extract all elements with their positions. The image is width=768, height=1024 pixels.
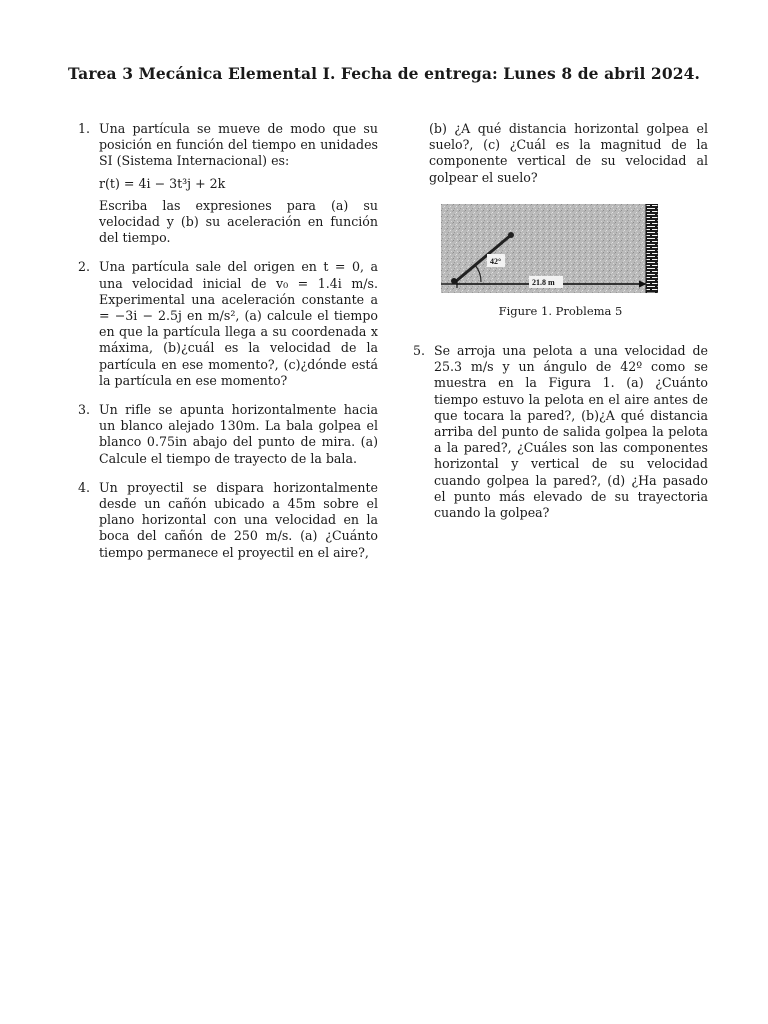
problem-4-text: Un proyectil se dispara horizontalmente desde un cañón ubicado a 45m sobre el plano horizontal con una velocidad en la boca del cañón de 250 m/s. (a) ¿Cuánto tiempo permanece el proyectil en el aire?, bbox=[99, 479, 378, 560]
page-title: Tarea 3 Mecánica Elemental I. Fecha de entrega: Lunes 8 de abril 2024. bbox=[68, 64, 700, 83]
problem-number: 3. bbox=[78, 402, 91, 418]
brick-wall bbox=[646, 204, 658, 293]
problem-number: 2. bbox=[78, 259, 91, 275]
problem-number: 5. bbox=[413, 343, 426, 359]
problem-2 bbox=[78, 259, 378, 389]
projectile-diagram bbox=[441, 204, 658, 293]
problem-4 bbox=[78, 480, 378, 561]
problem-number: 4. bbox=[78, 479, 91, 495]
launcher-icon bbox=[451, 278, 457, 284]
right-column bbox=[413, 121, 708, 534]
problem-4-continuation: (b) ¿A qué distancia horizontal golpea el suelo?, (c) ¿Cuál es la magnitud de la componente vertical de su velocidad al golpear el suelo? bbox=[429, 121, 708, 185]
problem-5 bbox=[413, 343, 708, 521]
problem-1 bbox=[78, 121, 378, 246]
angle-label: 42° bbox=[490, 256, 502, 266]
problem-3-text: Un rifle se apunta horizontalmente hacia un blanco alejado 130m. La bala golpea el blanco 0.75in abajo del punto de mira. (a) Calcule el tiempo de trayecto de la bala. bbox=[99, 402, 378, 466]
ball-icon bbox=[508, 232, 514, 238]
distance-label: 21.8 m bbox=[532, 277, 555, 287]
problem-5-text: Se arroja una pelota a una velocidad de 25.3 m/s y un ángulo de 42º como se muestra en la Figura 1. (a) ¿Cuánto tiempo estuvo la pelota en el aire antes de que tocara la pared?, (b)¿A qué distancia arriba del punto de salida golpea la pelota a la pared?, ¿Cuáles son las componentes horizontal y vertical de su velocidad cuando golpea la pared?, (d) ¿Ha pasado el punto más elevado de su trayectoria cuando la golpea? bbox=[434, 343, 708, 521]
left-column bbox=[78, 121, 378, 574]
problem-3 bbox=[78, 402, 378, 467]
problem-number: 1. bbox=[78, 121, 91, 136]
problem-2-text: Una partícula sale del origen en t = 0, a una velocidad inicial de v₀ = 1.4i m/s. Experimental una aceleración constante a = −3i − 2.5j en m/s², (a) calcule el tiempo en que la partícula llega a su coordenada x máxima, (b)¿cuál es la velocidad de la partícula en ese momento?, (c)¿dónde está la partícula en ese momento? bbox=[99, 259, 378, 388]
problem-1-intro: Una partícula se mueve de modo que su posición en función del tiempo en unidades SI (Sistema Internacional) es: bbox=[99, 121, 378, 169]
problem-1-text: Escriba las expresiones para (a) su velocidad y (b) su aceleración en función del tiempo. bbox=[99, 197, 378, 246]
position-equation: r(t) = 4i − 3t³j + 2k bbox=[99, 175, 226, 191]
figure-1 bbox=[441, 204, 658, 293]
figure-caption: Figure 1. Problema 5 bbox=[498, 303, 623, 318]
